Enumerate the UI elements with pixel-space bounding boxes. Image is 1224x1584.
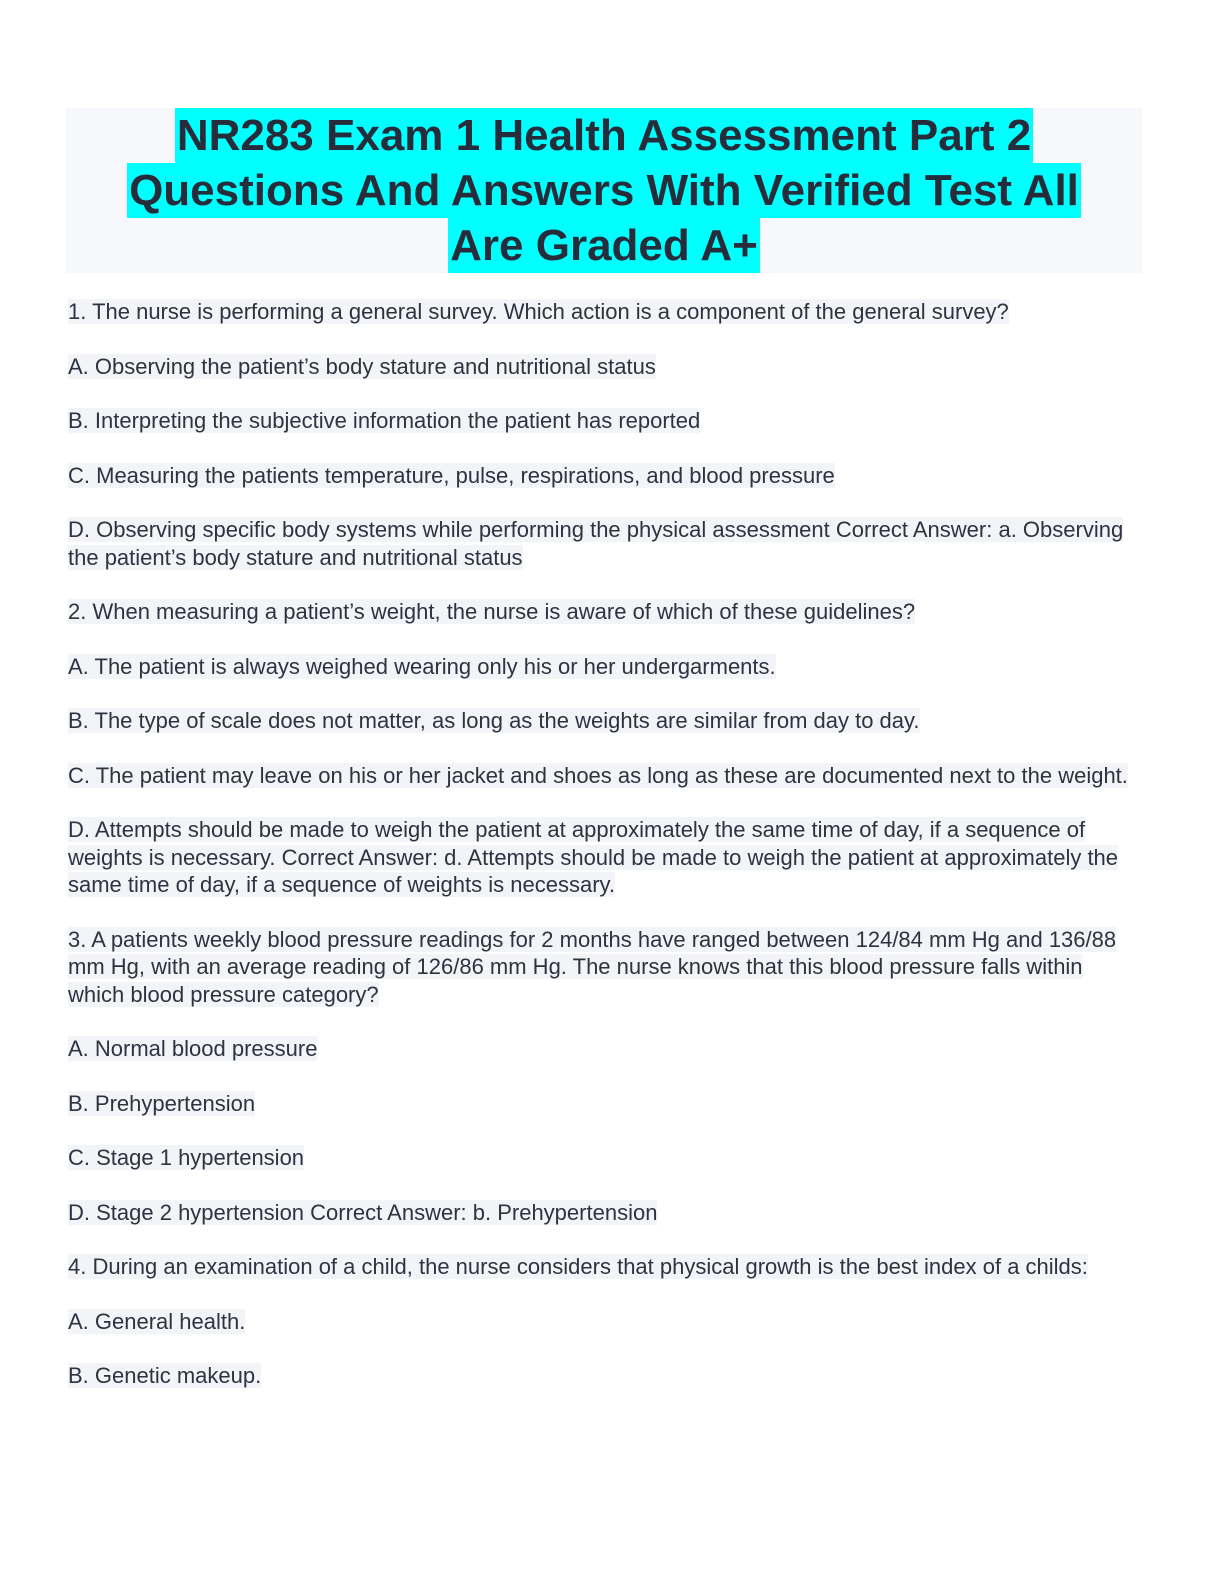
option-2d-answer [68,816,1144,899]
option-3b [68,1090,1144,1118]
option-3a [68,1035,1144,1063]
title-line-3-text: Are Graded A+ [448,218,760,273]
option-2b-text: B. The type of scale does not matter, as long as the weights are similar from day to day. [68,708,920,733]
title-line-1-text: NR283 Exam 1 Health Assessment Part 2 [175,108,1033,163]
title-line-2-text: Questions And Answers With Verified Test All [127,163,1081,218]
option-2d-answer-text: D. Attempts should be made to weigh the patient at approximately the same time of day, if a sequence of weights is necessary. Correct Answer: d. Attempts should be made to weigh the patient at approximately the same time of day, if a sequence of weights is necessary. [68,817,1119,897]
title-line-1 [66,108,1142,164]
question-1 [68,298,1144,326]
option-1d-answer [68,516,1144,571]
title-block [66,108,1142,273]
document-body [68,298,1144,1417]
question-4 [68,1253,1144,1281]
option-4a-text: A. General health. [68,1308,246,1334]
option-1a-text: A. Observing the patient’s body stature and nutritional status [68,353,656,379]
option-1b [68,407,1144,435]
option-4a [68,1308,1144,1336]
option-2a [68,653,1144,681]
option-4b-text: B. Genetic makeup. [68,1363,262,1388]
question-2-text: 2. When measuring a patient’s weight, the nurse is aware of which of these guidelines? [68,599,916,624]
option-4b [68,1362,1144,1390]
option-2c [68,762,1144,790]
question-3 [68,926,1144,1009]
question-3-text: 3. A patients weekly blood pressure readings for 2 months have ranged between 124/84 mm Hg and 136/88 mm Hg, with an average reading of 126/86 mm Hg. The nurse knows that this blood pressure falls within which blood pressure category? [68,926,1117,1007]
option-3c-text: C. Stage 1 hypertension [68,1145,305,1170]
question-1-text: 1. The nurse is performing a general survey. Which action is a component of the general survey? [68,299,1009,324]
option-2a-text: A. The patient is always weighed wearing only his or her undergarments. [68,653,776,679]
option-3d-answer [68,1199,1144,1227]
option-1c [68,462,1144,490]
option-3a-text: A. Normal blood pressure [68,1036,318,1061]
option-2c-text: C. The patient may leave on his or her jacket and shoes as long as these are documented next to the weight. [68,762,1128,788]
option-2b [68,707,1144,735]
question-2 [68,598,1144,626]
option-1b-text: B. Interpreting the subjective information the patient has reported [68,408,701,433]
option-1a [68,353,1144,381]
title-line-3 [66,218,1142,274]
option-1c-text: C. Measuring the patients temperature, pulse, respirations, and blood pressure [68,462,835,488]
option-3d-answer-text: D. Stage 2 hypertension Correct Answer: b. Prehypertension [68,1199,658,1225]
option-3b-text: B. Prehypertension [68,1090,256,1116]
title-line-2 [66,163,1142,219]
question-4-text: 4. During an examination of a child, the nurse considers that physical growth is the best index of a childs: [68,1254,1088,1279]
option-3c [68,1144,1144,1172]
option-1d-answer-text: D. Observing specific body systems while performing the physical assessment Correct Answer: a. Observing the patient’s body stature and nutritional status [68,517,1124,570]
